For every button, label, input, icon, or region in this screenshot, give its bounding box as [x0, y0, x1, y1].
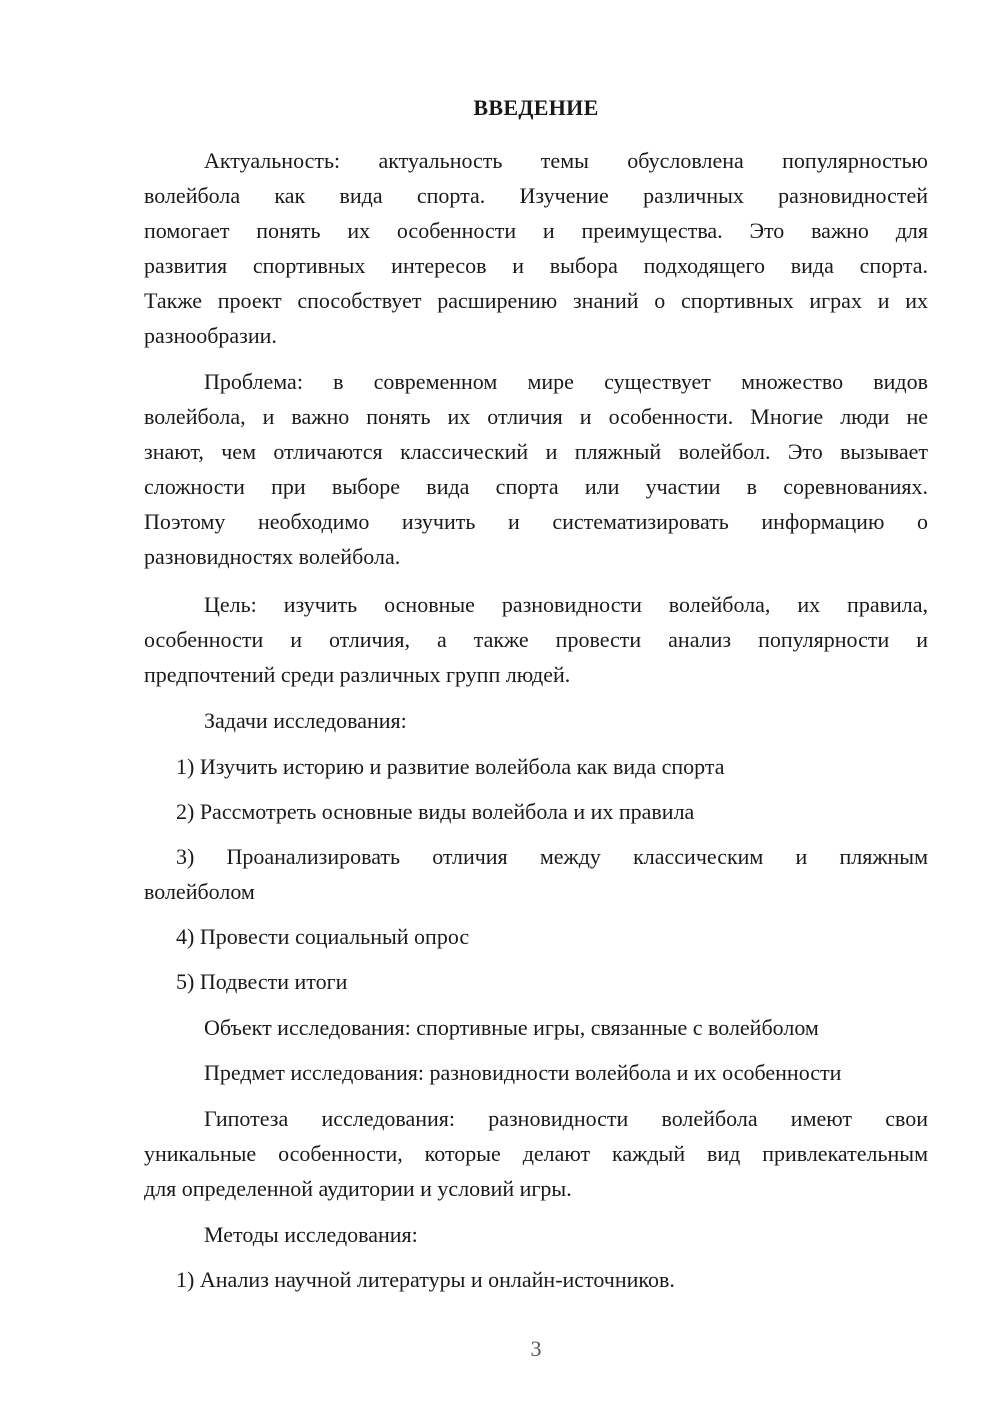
text-line: волейбола, и важно понять их отличия и особенности. Многие люди не: [144, 404, 928, 429]
hypothesis-paragraph: [144, 1101, 928, 1206]
page-number: 3: [530, 1336, 542, 1361]
goal-paragraph: [144, 587, 928, 692]
text-line: разновидностях волейбола.: [144, 544, 401, 569]
text-line: предпочтений среди различных групп людей.: [144, 662, 571, 687]
text-line: 3) Проанализировать отличия между классическим и пляжным: [176, 844, 928, 869]
page-title: ВВЕДЕНИЕ: [473, 95, 599, 120]
text-line: Цель: изучить основные разновидности волейбола, их правила,: [204, 592, 928, 617]
text-line: развития спортивных интересов и выбора подходящего вида спорта.: [144, 253, 928, 278]
text-line: Поэтому необходимо изучить и систематизировать информацию о: [144, 509, 928, 534]
text-line: Также проект способствует расширению знаний о спортивных играх и их: [144, 288, 928, 313]
task-item: [144, 839, 928, 909]
text-line: особенности и отличия, а также провести анализ популярности и: [144, 627, 928, 652]
task-item: 1) Изучить историю и развитие волейбола как вида спорта: [176, 754, 725, 779]
text-line: знают, чем отличаются классический и пляжный волейбол. Это вызывает: [144, 439, 928, 464]
task-item: 4) Провести социальный опрос: [176, 924, 470, 949]
text-line: помогает понять их особенности и преимущества. Это важно для: [144, 218, 928, 243]
object-line: Объект исследования: спортивные игры, связанные с волейболом: [204, 1015, 819, 1040]
text-line: волейбола как вида спорта. Изучение различных разновидностей: [144, 183, 928, 208]
text-line: для определенной аудитории и условий игры.: [144, 1176, 572, 1201]
text-line: Актуальность: актуальность темы обусловлена популярностью: [204, 148, 928, 173]
text-line: сложности при выборе вида спорта или участии в соревнованиях.: [144, 474, 928, 499]
problem-paragraph: [144, 364, 928, 574]
task-item: 5) Подвести итоги: [176, 969, 348, 994]
text-line: уникальные особенности, которые делают каждый вид привлекательным: [144, 1141, 928, 1166]
task-item: 2) Рассмотреть основные виды волейбола и их правила: [176, 799, 695, 824]
relevance-paragraph: [144, 143, 928, 353]
method-item: 1) Анализ научной литературы и онлайн-источников.: [176, 1267, 675, 1292]
methods-heading: Методы исследования:: [204, 1222, 418, 1247]
subject-line: Предмет исследования: разновидности волейбола и их особенности: [204, 1060, 842, 1085]
text-line: Гипотеза исследования: разновидности волейбола имеют свои: [204, 1106, 928, 1131]
text-line: Проблема: в современном мире существует множество видов: [204, 369, 928, 394]
tasks-heading: Задачи исследования:: [204, 708, 407, 733]
text-line: волейболом: [144, 879, 255, 904]
text-line: разнообразии.: [144, 323, 277, 348]
